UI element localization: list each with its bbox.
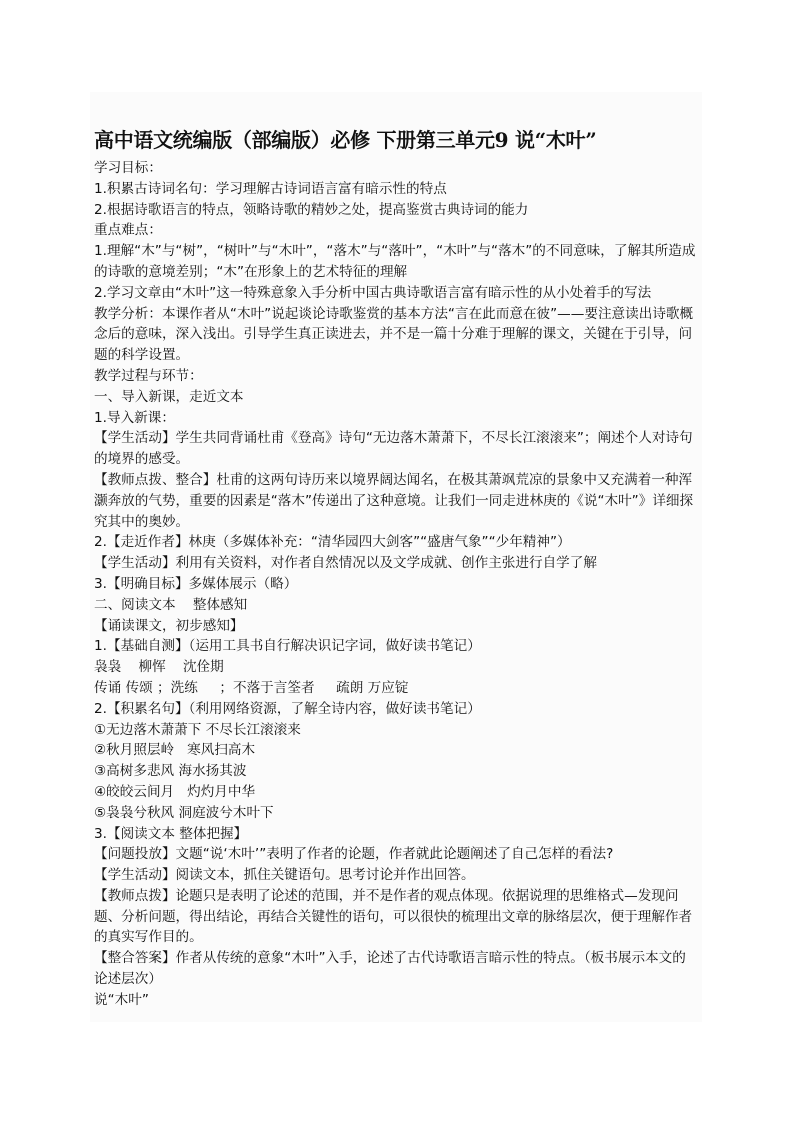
- paragraph: 【学生活动】阅读文本，抓住关键语句。思考讨论并作出回答。: [94, 867, 475, 884]
- document-page: [90, 92, 702, 1022]
- poem-line: ③高树多悲风 海水扬其波: [94, 763, 247, 780]
- objective-item: 1.积累古诗词名句：学习理解古诗词语言富有暗示性的特点: [94, 180, 447, 197]
- board-heading: 说“木叶”: [94, 991, 149, 1008]
- poem-line: ④皎皎云间月 灼灼月中华: [94, 783, 256, 800]
- paragraph: 【问题投放】文题“说‘木叶’”表明了作者的论题，作者就此论题阐述了自己怎样的看法?: [94, 846, 614, 863]
- paragraph: 【学生活动】利用有关资料，对作者自然情况以及文学成就、创作主张进行自学了解: [94, 555, 597, 572]
- paragraph: 【学生活动】学生共同背诵杜甫《登高》诗句“无边落木萧萧下，不尽长江滚滚来”；阐述个人对诗句的境界的感受。: [94, 430, 693, 468]
- section-heading-process: 教学过程与环节：: [94, 367, 203, 384]
- key-point-item: 1.理解“木”与“树”，“树叶”与“木叶”，“落木”与“落叶”，“木叶”与“落木”的不同意味，了解其所造成的诗歌的意境差别；“木”在形象上的艺术特征的理解: [94, 243, 696, 280]
- paragraph: 2.【走近作者】林庚（多媒体补充：“清华园四大剑客”“盛唐气象”“少年精神”）: [94, 534, 571, 551]
- objective-item: 2.根据诗歌语言的特点，领略诗歌的精妙之处，提高鉴赏古典诗词的能力: [94, 201, 529, 218]
- vocab-line: 传诵 传颂 ；洗练 ；不落于言筌者 疏朗 万应锭: [94, 679, 409, 696]
- poem-line: ②秋月照层岭 寒风扫高木: [94, 742, 256, 759]
- paragraph: 1.【基础自测】（运用工具书自行解决识记字词，做好读书笔记）: [94, 638, 481, 655]
- poem-line: ①无边落木萧萧下 不尽长江滚滚来: [94, 721, 301, 738]
- document-body: [94, 158, 698, 1011]
- paragraph: 【整合答案】作者从传统的意象“木叶”入手，论述了古代诗歌语言暗示性的特点。（板书展示本文的论述层次）: [94, 950, 686, 988]
- poem-line: ⑤袅袅兮秋风 洞庭波兮木叶下: [94, 804, 274, 821]
- document-title: 高中语文统编版（部编版）必修 下册第三单元9 说“木叶”: [94, 128, 597, 152]
- teaching-analysis: 教学分析：本课作者从“木叶”说起谈论诗歌鉴赏的基本方法“言在此而意在彼”——要注意读出诗歌概念后的意味，深入浅出。引导学生真正读进去，并不是一篇十分难于理解的课文，关键在于引导，问题的科学设置。: [94, 305, 694, 364]
- section-heading-key-points: 重点难点：: [94, 222, 162, 239]
- part-heading: 二、阅读文本 整体感知: [94, 596, 248, 613]
- key-point-item: 2.学习文章由“木叶”这一特殊意象入手分析中国古典诗歌语言富有暗示性的从小处着手的写法: [94, 284, 652, 301]
- part-heading: 一、导入新课，走近文本: [94, 388, 244, 405]
- paragraph: 【教师点拨、整合】杜甫的这两句诗历来以境界阔达闻名，在极其萧飒荒凉的景象中又充满着一种浑灏奔放的气势，重要的因素是“落木”传递出了这种意境。让我们一同走进林庚的《说“木叶”》详细探究其中的奥妙。: [94, 471, 694, 530]
- paragraph: 【教师点拨】论题只是表明了论述的范围，并不是作者的观点体现。依据说理的思维格式—发现问题、分析问题，得出结论，再结合关键性的语句，可以很快的梳理出文章的脉络层次，便于理解作者的真实写作目的。: [94, 887, 693, 946]
- vocab-line: 袅袅 柳恽 沈佺期: [94, 659, 224, 676]
- paragraph: 【诵读课文，初步感知】: [94, 617, 244, 634]
- step-heading: 1.导入新课：: [94, 409, 175, 426]
- paragraph: 3.【明确目标】多媒体展示（略）: [94, 575, 298, 592]
- section-heading-objectives: 学习目标：: [94, 160, 162, 176]
- step-heading: 3.【阅读文本 整体把握】: [94, 825, 248, 842]
- paragraph: 2.【积累名句】（利用网络资源，了解全诗内容，做好读书笔记）: [94, 700, 481, 717]
